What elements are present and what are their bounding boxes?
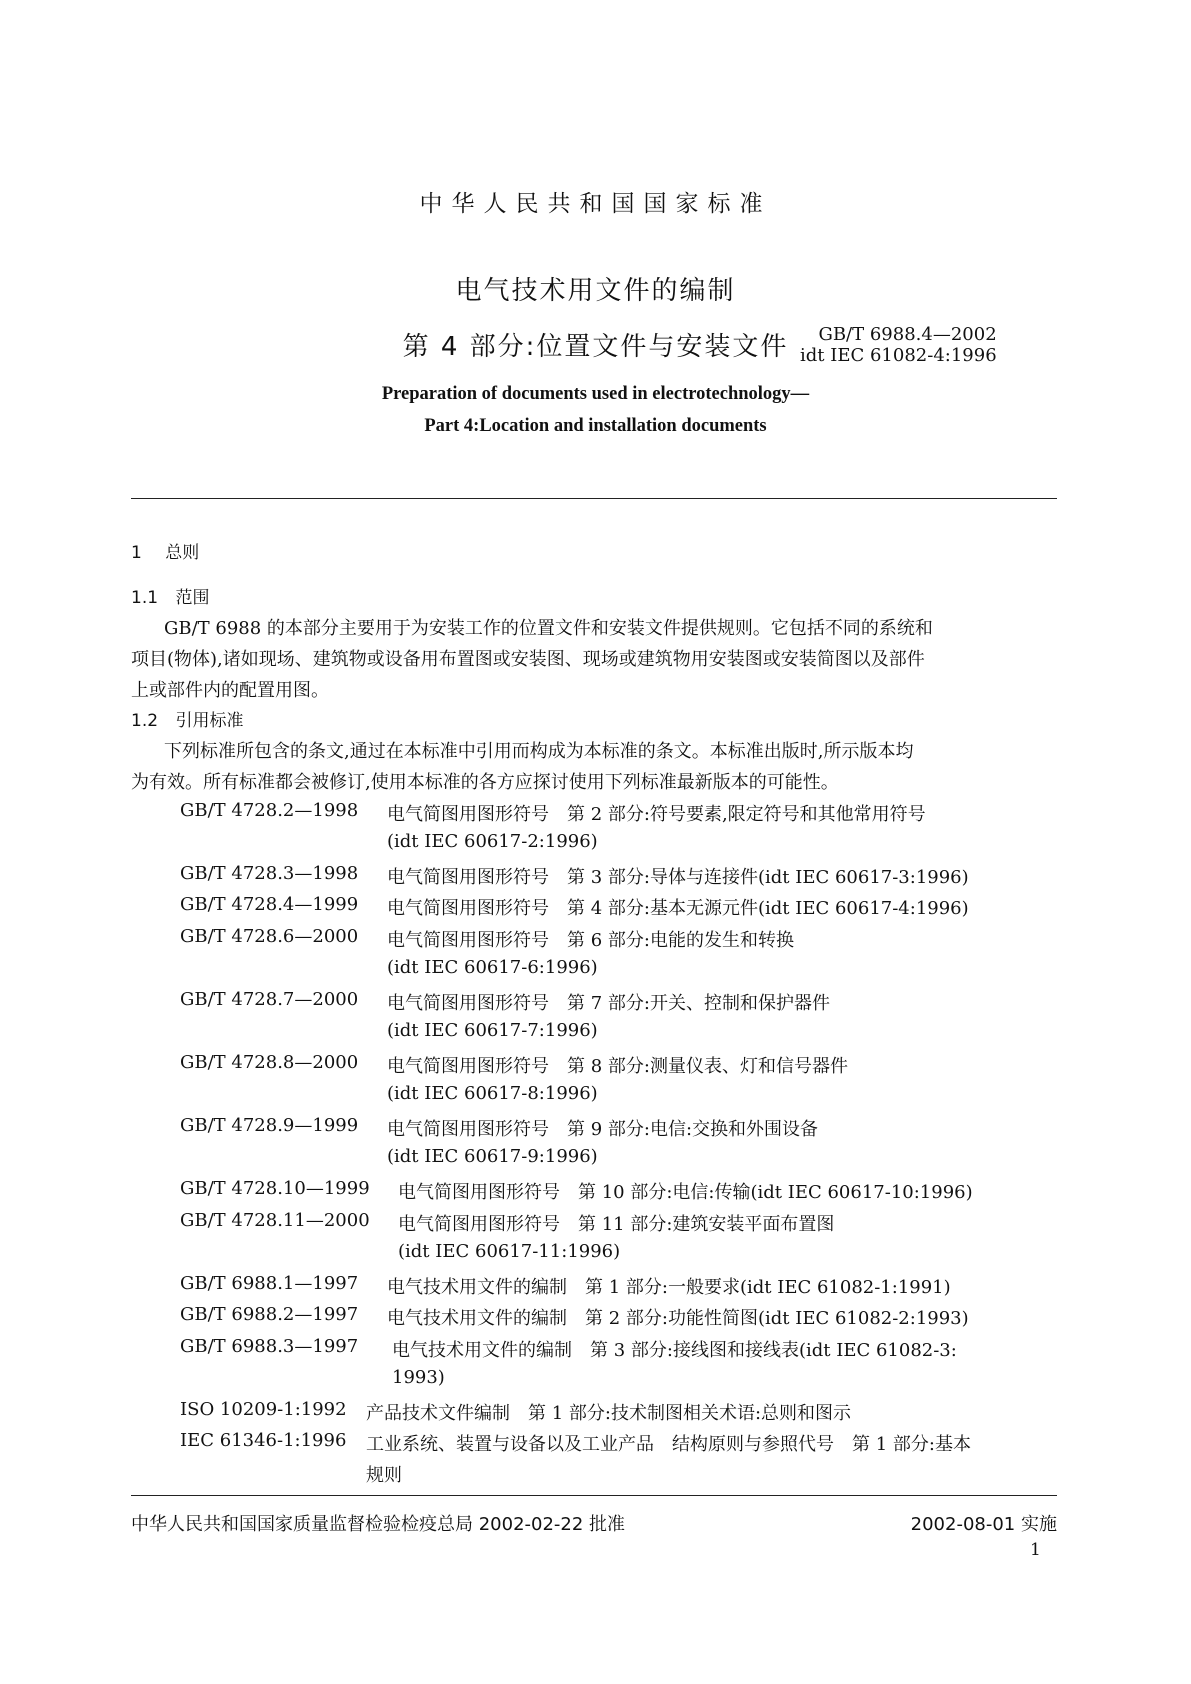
approval-line: 中华人民共和国国家质量监督检验检疫总局 2002-02-22 批准 bbox=[131, 1514, 626, 1535]
reference-text-cont: (idt IEC 60617-8:1996) bbox=[387, 1083, 598, 1104]
standard-number: GB/T 6988.4—2002 bbox=[818, 324, 997, 345]
reference-text: 电气简图用图形符号 第 6 部分:电能的发生和转换 bbox=[387, 930, 794, 951]
refs-intro-line: 下列标准所包含的条文,通过在本标准中引用而构成为本标准的条文。本标准出版时,所示版本均 bbox=[164, 741, 914, 762]
reference-text: 电气简图用图形符号 第 2 部分:符号要素,限定符号和其他常用符号 bbox=[387, 804, 926, 825]
section-1-1-number: 1.1 bbox=[131, 588, 159, 608]
reference-text: 电气技术用文件的编制 第 3 部分:接线图和接线表(idt IEC 61082-3: bbox=[392, 1340, 957, 1361]
reference-text-cont: 1993) bbox=[392, 1367, 445, 1388]
reference-text-cont: (idt IEC 60617-7:1996) bbox=[387, 1020, 598, 1041]
section-1-title: 总则 bbox=[165, 543, 200, 563]
english-title-line-2: Part 4:Location and installation documents bbox=[424, 416, 767, 436]
scope-paragraph-line: 项目(物体),诸如现场、建筑物或设备用布置图或安装图、现场或建筑物用安装图或安装简图以及部件 bbox=[131, 649, 925, 670]
reference-id: GB/T 4728.8—2000 bbox=[180, 1052, 359, 1073]
reference-text: 电气简图用图形符号 第 11 部分:建筑安装平面布置图 bbox=[398, 1214, 835, 1235]
reference-id: GB/T 4728.4—1999 bbox=[180, 894, 359, 915]
reference-id: IEC 61346-1:1996 bbox=[180, 1430, 347, 1451]
section-1-number: 1 bbox=[131, 543, 142, 563]
title-line-1: 电气技术用文件的编制 bbox=[455, 276, 736, 306]
reference-text-cont: (idt IEC 60617-6:1996) bbox=[387, 957, 598, 978]
reference-text: 电气简图用图形符号 第 4 部分:基本无源元件(idt IEC 60617-4:1996) bbox=[387, 898, 969, 919]
reference-text-cont: 规则 bbox=[366, 1465, 402, 1486]
reference-text: 电气技术用文件的编制 第 2 部分:功能性简图(idt IEC 61082-2:1993) bbox=[387, 1308, 969, 1329]
scope-paragraph-line: GB/T 6988 的本部分主要用于为安装工作的位置文件和安装文件提供规则。它包括不同的系统和 bbox=[164, 618, 933, 639]
reference-id: GB/T 4728.10—1999 bbox=[180, 1178, 370, 1199]
reference-id: GB/T 4728.2—1998 bbox=[180, 800, 359, 821]
reference-id: GB/T 6988.1—1997 bbox=[180, 1273, 359, 1294]
reference-text-cont: (idt IEC 60617-9:1996) bbox=[387, 1146, 598, 1167]
standard-equivalence: idt IEC 61082-4:1996 bbox=[800, 345, 997, 366]
reference-id: GB/T 4728.6—2000 bbox=[180, 926, 359, 947]
reference-text: 电气简图用图形符号 第 8 部分:测量仪表、灯和信号器件 bbox=[387, 1056, 848, 1077]
reference-text: 电气简图用图形符号 第 10 部分:电信:传输(idt IEC 60617-10:1996) bbox=[398, 1182, 973, 1203]
reference-text-cont: (idt IEC 60617-2:1996) bbox=[387, 831, 598, 852]
effective-date: 2002-08-01 实施 bbox=[910, 1514, 1057, 1535]
reference-id: GB/T 4728.11—2000 bbox=[180, 1210, 370, 1231]
reference-id: GB/T 4728.3—1998 bbox=[180, 863, 359, 884]
top-divider bbox=[131, 498, 1057, 499]
section-1-2-title: 引用标准 bbox=[175, 711, 244, 731]
english-title-line-1: Preparation of documents used in electrotechnology— bbox=[381, 384, 810, 404]
reference-text: 电气技术用文件的编制 第 1 部分:一般要求(idt IEC 61082-1:1991) bbox=[387, 1277, 951, 1298]
reference-id: GB/T 4728.9—1999 bbox=[180, 1115, 359, 1136]
standard-header: 中华人民共和国国家标准 bbox=[419, 191, 772, 217]
reference-id: GB/T 4728.7—2000 bbox=[180, 989, 359, 1010]
section-1-2-number: 1.2 bbox=[131, 711, 159, 731]
reference-text: 工业系统、装置与设备以及工业产品 结构原则与参照代号 第 1 部分:基本 bbox=[366, 1434, 971, 1455]
section-1-1-heading bbox=[131, 583, 209, 608]
page-number: 1 bbox=[1030, 1540, 1041, 1560]
reference-id: GB/T 6988.3—1997 bbox=[180, 1336, 359, 1357]
reference-id: GB/T 6988.2—1997 bbox=[180, 1304, 359, 1325]
section-1-1-title: 范围 bbox=[175, 588, 210, 608]
standard-code-block bbox=[800, 324, 997, 366]
section-1-heading bbox=[131, 538, 199, 563]
reference-text-cont: (idt IEC 60617-11:1996) bbox=[398, 1241, 621, 1262]
reference-text: 电气简图用图形符号 第 7 部分:开关、控制和保护器件 bbox=[387, 993, 830, 1014]
section-1-2-heading bbox=[131, 706, 243, 731]
scope-paragraph-line: 上或部件内的配置用图。 bbox=[131, 680, 329, 701]
bottom-divider bbox=[131, 1495, 1057, 1496]
reference-text: 产品技术文件编制 第 1 部分:技术制图相关术语:总则和图示 bbox=[366, 1403, 852, 1424]
reference-id: ISO 10209-1:1992 bbox=[180, 1399, 347, 1420]
reference-text: 电气简图用图形符号 第 9 部分:电信:交换和外围设备 bbox=[387, 1119, 819, 1140]
refs-intro-line: 为有效。所有标准都会被修订,使用本标准的各方应探讨使用下列标准最新版本的可能性。 bbox=[131, 772, 839, 793]
title-line-2: 第 4 部分:位置文件与安装文件 bbox=[402, 332, 789, 362]
reference-text: 电气简图用图形符号 第 3 部分:导体与连接件(idt IEC 60617-3:1996) bbox=[387, 867, 969, 888]
